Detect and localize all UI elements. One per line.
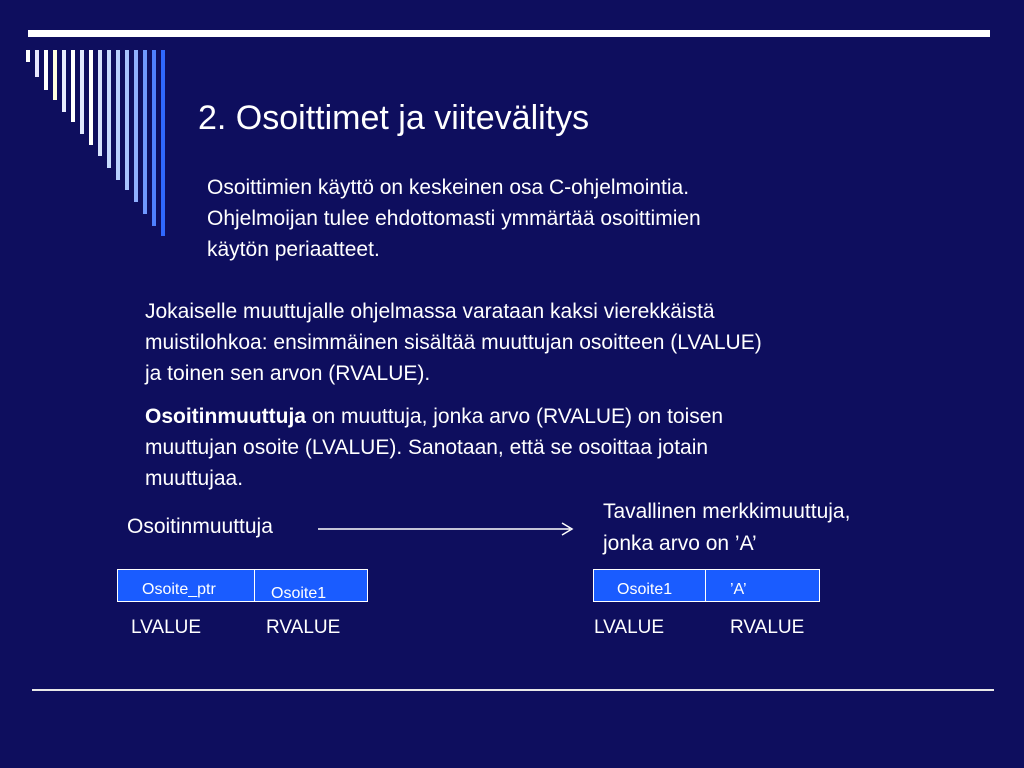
pointer-memory-box bbox=[117, 569, 368, 602]
pointer-term: Osoitinmuuttuja bbox=[145, 405, 306, 428]
target-lvalue-caption: LVALUE bbox=[594, 617, 665, 638]
pointer-definition-text: on muuttuja, jonka arvo (RVALUE) on toisen muuttujan osoite (LVALUE). Sanotaan, että se osoittaa jotain muuttujaa. bbox=[145, 405, 724, 490]
target-rvalue-cell: ’A’ bbox=[730, 581, 747, 598]
target-memory-box bbox=[593, 569, 820, 602]
pointer-definition-paragraph bbox=[145, 401, 925, 494]
target-rvalue-caption: RVALUE bbox=[730, 617, 805, 638]
intro-paragraph: Osoittimien käyttö on keskeinen osa C-ohjelmointia. Ohjelmoijan tulee ehdottomasti ymmärtää osoittimien käytön periaatteet. bbox=[207, 176, 701, 261]
pointer-rvalue-cell: Osoite1 bbox=[271, 585, 327, 602]
bottom-rule bbox=[32, 689, 994, 691]
memory-blocks-paragraph: Jokaiselle muuttujalle ohjelmassa varataan kaksi vierekkäistä muistilohkoa: ensimmäinen sisältää muuttujan osoitteen (LVALUE) ja toinen sen arvon (RVALUE). bbox=[145, 300, 762, 385]
pointer-lvalue-caption: LVALUE bbox=[131, 617, 202, 638]
pointer-lvalue-cell: Osoite_ptr bbox=[118, 570, 255, 601]
pointer-rvalue-caption: RVALUE bbox=[266, 617, 341, 638]
pointer-variable-label: Osoitinmuuttuja bbox=[127, 515, 273, 538]
decorative-stripes bbox=[0, 0, 180, 240]
target-lvalue-cell: Osoite1 bbox=[594, 570, 706, 601]
arrow-icon bbox=[318, 519, 580, 539]
slide-title: 2. Osoittimet ja viitevälitys bbox=[198, 99, 590, 137]
target-variable-label: Tavallinen merkkimuuttuja, jonka arvo on ’A’ bbox=[603, 500, 851, 555]
